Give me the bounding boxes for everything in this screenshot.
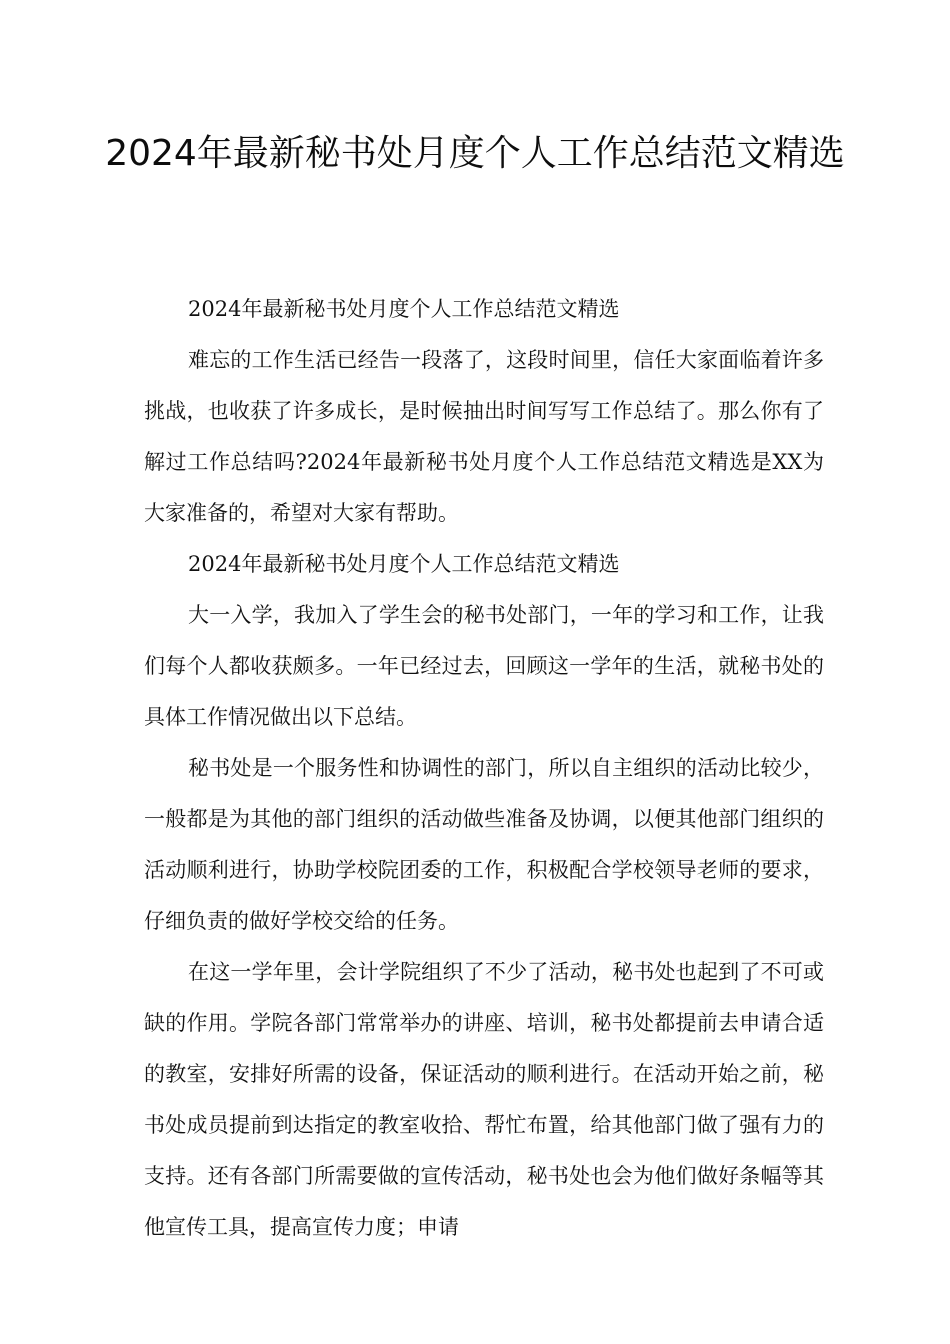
repeated-title-paragraph: 2024年最新秘书处月度个人工作总结范文精选 [188, 297, 620, 321]
body-paragraph: 在这一学年里，会计学院组织了不少了活动，秘书处也起到了不可或缺的作用。学院各部门常常举办的讲座、培训，秘书处都提前去申请合适的教室，安排好所需的设备，保证活动的顺利进行。在活动开始之前，秘书处成员提前到达指定的教室收拾、帮忙布置，给其他部门做了强有力的支持。还有各部门所需要做的宣传活动，秘书处也会为他们做好条幅等其他宣传工具，提高宣传力度；申请 [144, 960, 824, 1239]
body-paragraph: 秘书处是一个服务性和协调性的部门，所以自主组织的活动比较少，一般都是为其他的部门组织的活动做些准备及协调，以便其他部门组织的活动顺利进行，协助学校院团委的工作，积极配合学校领导老师的要求，仔细负责的做好学校交给的任务。 [144, 756, 824, 933]
section-heading-paragraph: 2024年最新秘书处月度个人工作总结范文精选 [188, 552, 620, 576]
intro-paragraph: 难忘的工作生活已经告一段落了，这段时间里，信任大家面临着许多挑战，也收获了许多成长，是时候抽出时间写写工作总结了。那么你有了解过工作总结吗?2024年最新秘书处月度个人工作总结范文精选是XX为大家准备的，希望对大家有帮助。 [144, 348, 824, 525]
document-title: 2024年最新秘书处月度个人工作总结范文精选 [105, 133, 845, 174]
body-paragraph: 大一入学，我加入了学生会的秘书处部门，一年的学习和工作，让我们每个人都收获颇多。一年已经过去，回顾这一学年的生活，就秘书处的具体工作情况做出以下总结。 [144, 603, 824, 729]
document-body [144, 284, 824, 1253]
